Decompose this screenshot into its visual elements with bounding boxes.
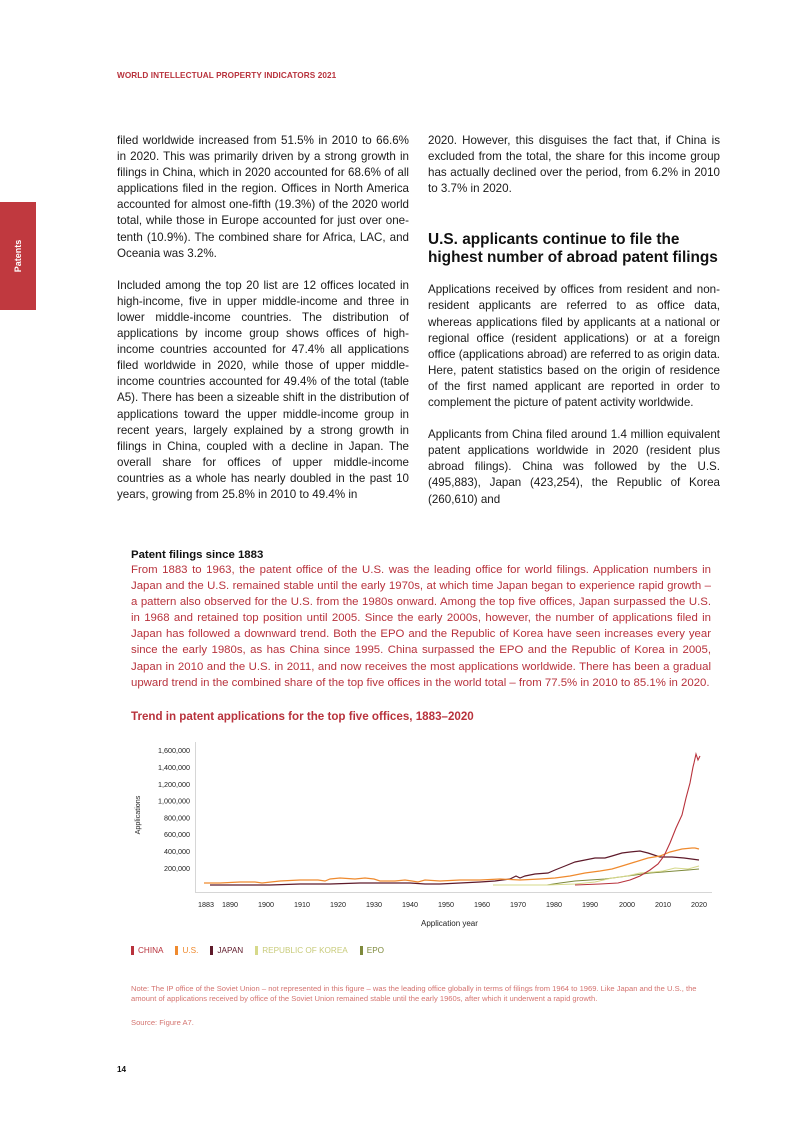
y-tick-labels (158, 746, 190, 873)
series-epo (547, 869, 699, 885)
series-japan (210, 851, 699, 885)
paragraph: Applicants from China filed around 1.4 million equivalent patent applications worldwide in 2020 (resident plus abroad filings). China was followed by the U.S. (495,883), Japan (423,254), the Republic of Korea (260,610) and (428, 428, 720, 506)
running-header: WORLD INTELLECTUAL PROPERTY INDICATORS 2021 (117, 71, 337, 80)
legend-swatch (210, 946, 213, 955)
box-title: Patent filings since 1883 (131, 549, 264, 561)
figure-source: Source: Figure A7. (131, 1018, 194, 1027)
y-axis-label: Applications (133, 795, 142, 835)
svg-text:1,600,000: 1,600,000 (158, 746, 190, 755)
legend-swatch (255, 946, 258, 955)
svg-text:2020: 2020 (691, 900, 707, 909)
legend-item-epo: EPO (360, 946, 384, 955)
legend-item-japan: JAPAN (210, 946, 243, 955)
left-column (117, 133, 409, 519)
figure-note: Note: The IP office of the Soviet Union – not represented in this figure – was the leading office globally in terms of filings from 1964 to 1969. Like Japan and the U.S., the amount of applications received by office of the Soviet Union remained stable until the early 1960s, after which it underwent a rapid growth. (131, 984, 697, 1004)
box-body: From 1883 to 1963, the patent office of the U.S. was the leading office for world filings. Application numbers in Japan and the U.S. remained stable until the early 1970s, at which time Japan began to experience rapid growth – a pattern also observed for the U.S. from the 1980s onward. Among the top five offices, Japan surpassed the U.S. in 1968 and retained top position until 2005. Since the early 2000s, however, the number of applications filed in Japan has followed a downward trend. Both the EPO and the Republic of Korea have seen increases every year since the early 1980s, as has China since 1995. China surpassed the EPO and the Republic of Korea in 2005, Japan in 2010 and the U.S. in 2011, and now receives the most applications worldwide. There has been a gradual upward trend in the combined share of the top five offices in the world total – from 77.5% in 2010 to 85.1% in 2020. (131, 564, 711, 689)
paragraph: Included among the top 20 list are 12 offices located in high-income, five in upper middle-income and three in lower middle-income countries. The distribution of applications by income group shows offices of high-income countries accounted for 47.4% all applications filed worldwide in 2020, while those of upper middle-income countries accounted for 49.4% of the total (table A5). There has been a sizeable shift in the distribution of applications toward the upper middle-income group in recent years, largely explained by a strong growth in filings in China, coupled with a decline in Japan. The overall share for offices of upper middle-income countries as a whole has nearly doubled in the past 10 years, growing from 25.8% in 2010 to 49.4% in (117, 278, 409, 501)
legend-swatch (360, 946, 363, 955)
series-china (575, 754, 700, 885)
svg-text:1890: 1890 (222, 900, 238, 909)
series-republic-of-korea (493, 866, 699, 885)
svg-text:1920: 1920 (330, 900, 346, 909)
svg-text:1940: 1940 (402, 900, 418, 909)
svg-text:1930: 1930 (366, 900, 382, 909)
highlight-box (131, 549, 711, 691)
svg-text:1910: 1910 (294, 900, 310, 909)
paragraph: filed worldwide increased from 51.5% in 2010 to 66.6% in 2020. This was primarily driven by a strong growth in filings in China, which in 2020 accounted for 68.6% of all applications filed in the region. Offices in North America accounted for almost one-fifth (19.3%) of the 2020 world total, while those in Europe accounted for just over one-tenth (10.9%). The combined share for Africa, LAC, and Oceania was 3.2%. (117, 134, 409, 260)
svg-text:1980: 1980 (546, 900, 562, 909)
x-tick-labels (198, 900, 707, 909)
chart-legend (131, 946, 384, 955)
paragraph: 2020. However, this disguises the fact that, if China is excluded from the total, the share for this income group has actually declined over the period, from 6.2% in 2010 to 3.7% in 2020. (428, 134, 720, 196)
svg-text:600,000: 600,000 (164, 830, 190, 839)
svg-text:1,000,000: 1,000,000 (158, 796, 190, 806)
svg-text:1990: 1990 (582, 900, 598, 909)
legend-swatch (175, 946, 178, 955)
svg-text:2010: 2010 (655, 900, 671, 909)
svg-text:1960: 1960 (474, 900, 490, 909)
svg-text:1950: 1950 (438, 900, 454, 909)
svg-text:1,200,000: 1,200,000 (158, 780, 190, 789)
svg-text:1900: 1900 (258, 900, 274, 909)
section-tab (0, 202, 36, 310)
right-column (428, 133, 720, 524)
section-heading: U.S. applicants continue to file the highest number of abroad patent filings (428, 231, 718, 267)
legend-item-china: CHINA (131, 946, 163, 955)
chart-title: Trend in patent applications for the top five offices, 1883–2020 (131, 710, 474, 723)
svg-text:400,000: 400,000 (164, 847, 190, 856)
section-tab-label: Patents (13, 239, 23, 273)
paragraph: Applications received by offices from resident and non-resident applicants are referred to as office data, whereas applications filed by applicants at a national or regional office (resident applications) or at a foreign office (applications abroad) are referred to as origin data. Here, patent statistics based on the origin of residence of the first named applicant are reported in order to complement the picture of patent activity worldwide. (428, 283, 720, 410)
svg-text:800,000: 800,000 (164, 813, 190, 823)
legend-swatch (131, 946, 134, 955)
svg-text:1,400,000: 1,400,000 (158, 763, 190, 772)
legend-item-us: U.S. (175, 946, 198, 955)
page-number: 14 (117, 1065, 127, 1074)
legend-item-republic-of-korea: REPUBLIC OF KOREA (255, 946, 348, 955)
series-us (204, 848, 699, 883)
svg-text:1883: 1883 (198, 900, 214, 909)
svg-text:200,000: 200,000 (164, 864, 190, 873)
svg-text:2000: 2000 (619, 900, 635, 909)
x-axis-label: Application year (421, 919, 478, 928)
svg-text:1970: 1970 (510, 900, 526, 909)
